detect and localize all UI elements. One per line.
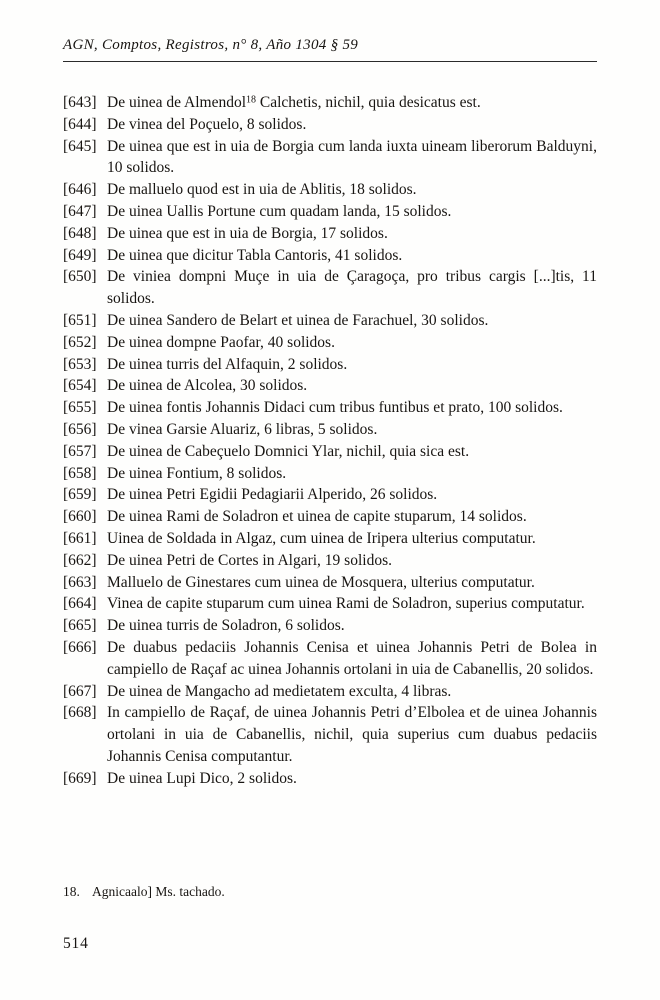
- entry-number: [646]: [63, 181, 97, 199]
- entry-number: [643]: [63, 94, 97, 111]
- entry-number: [669]: [63, 769, 97, 787]
- page-number: 514: [63, 935, 89, 952]
- entry-645: [63, 136, 597, 180]
- entry-number: [653]: [63, 355, 97, 373]
- entry-text: De uinea Petri de Cortes in Algari, 19 solidos.: [107, 551, 392, 569]
- entry-number: [663]: [63, 573, 97, 591]
- entry-666: [63, 637, 597, 681]
- entry-number: [644]: [63, 115, 97, 133]
- entry-658: [63, 463, 597, 485]
- entry-number: [665]: [63, 617, 97, 635]
- entry-text: De uinea Petri Egidii Pedagiarii Alperido, 26 solidos.: [107, 486, 438, 504]
- entry-number: [658]: [63, 464, 97, 482]
- entry-661: [63, 528, 597, 550]
- header-rule: [63, 61, 597, 62]
- entry-number: [667]: [63, 682, 97, 700]
- entry-657: [63, 441, 597, 463]
- entry-number: [662]: [63, 551, 97, 569]
- entry-665: [63, 615, 597, 637]
- entry-text: De uinea Lupi Dico, 2 solidos.: [107, 769, 297, 787]
- entry-number: [649]: [63, 246, 97, 264]
- entry-text: De uinea Uallis Portune cum quadam landa, 15 solidos.: [107, 202, 452, 220]
- entry-648: [63, 223, 597, 245]
- entry-number: [648]: [63, 224, 97, 242]
- entry-655: [63, 397, 597, 419]
- entry-number: [660]: [63, 508, 97, 526]
- entry-number: [651]: [63, 311, 97, 329]
- page-header: [63, 36, 597, 62]
- entry-text: Vinea de capite stuparum cum uinea Rami de Soladron, superius computatur.: [107, 595, 585, 613]
- footnote: [63, 883, 597, 900]
- entry-653: [63, 354, 597, 376]
- entry-text: De uinea de Mangacho ad medietatem exculta, 4 libras.: [107, 682, 452, 700]
- footnote-text: Agnicaalo] Ms. tachado.: [92, 884, 225, 899]
- entry-650: [63, 266, 597, 310]
- entry-number: [664]: [63, 595, 97, 613]
- entry-text: De vinea del Poçuelo, 8 solidos.: [107, 115, 307, 133]
- entry-text: De uinea turris de Soladron, 6 solidos.: [107, 617, 345, 635]
- entry-644: [63, 114, 597, 136]
- entry-643: [63, 92, 597, 114]
- entry-656: [63, 419, 597, 441]
- entry-654: [63, 375, 597, 397]
- entry-text: De vinea Garsie Aluariz, 6 libras, 5 solidos.: [107, 420, 378, 438]
- entry-text: Uinea de Soldada in Algaz, cum uinea de Iripera ulterius computatur.: [107, 529, 536, 547]
- entry-number: [655]: [63, 399, 97, 417]
- entry-text: De uinea Fontium, 8 solidos.: [107, 464, 287, 482]
- entry-647: [63, 201, 597, 223]
- entry-651: [63, 310, 597, 332]
- entry-667: [63, 681, 597, 703]
- running-header: AGN, Comptos, Registros, n° 8, Año 1304 § 59: [63, 37, 359, 53]
- entry-text: De viniea dompni Muçe in uia de Çaragoça, pro tribus cargis [...]tis, 11 solidos.: [107, 268, 597, 308]
- entry-number: [650]: [63, 268, 97, 286]
- entry-text: Malluelo de Ginestares cum uinea de Mosquera, ulterius computatur.: [107, 573, 535, 591]
- entry-text: De uinea que dicitur Tabla Cantoris, 41 solidos.: [107, 246, 403, 264]
- entry-text: De uinea que est in uia de Borgia cum landa iuxta uineam liberorum Balduyni, 10 solidos.: [107, 137, 597, 177]
- entry-664: [63, 593, 597, 615]
- entry-number: [645]: [63, 137, 97, 155]
- entry-660: [63, 506, 597, 528]
- entry-number: [656]: [63, 420, 97, 438]
- entry-text: De uinea que est in uia de Borgia, 17 solidos.: [107, 224, 388, 242]
- entry-668: [63, 702, 597, 767]
- entry-text: De uinea de Almendol$^{18}$ Calchetis, nichil, quia desicatus est.: [107, 94, 481, 111]
- entry-text: De duabus pedaciis Johannis Cenisa et uinea Johannis Petri de Bolea in campiello de Raçaf ac uinea Johannis ortolani in uia de Cabanellis, 20 solidos.: [107, 638, 597, 678]
- entry-text: In campiello de Raçaf, de uinea Johannis Petri d’Elbolea et de uinea Johannis ortolani in uia de Cabanellis, nichil, quia superius cum duabus pedaciis Johannis Cenisa computantur.: [107, 704, 597, 765]
- entry-text: De malluelo quod est in uia de Ablitis, 18 solidos.: [107, 181, 417, 199]
- entry-number: [647]: [63, 202, 97, 220]
- entry-text: De uinea turris del Alfaquin, 2 solidos.: [107, 355, 348, 373]
- entry-text: De uinea de Alcolea, 30 solidos.: [107, 377, 308, 395]
- entry-649: [63, 245, 597, 267]
- entry-number: [659]: [63, 486, 97, 504]
- entry-number: [666]: [63, 638, 97, 656]
- entry-652: [63, 332, 597, 354]
- entry-662: [63, 550, 597, 572]
- entry-text: De uinea dompne Paofar, 40 solidos.: [107, 333, 335, 351]
- entry-number: [657]: [63, 442, 97, 460]
- entry-number: [661]: [63, 529, 97, 547]
- entry-text: De uinea de Cabeçuelo Domnici Ylar, nichil, quia sica est.: [107, 442, 470, 460]
- entry-663: [63, 572, 597, 594]
- entry-text: De uinea fontis Johannis Didaci cum tribus funtibus et prato, 100 solidos.: [107, 399, 563, 417]
- footnote-marker: 18: [246, 94, 257, 106]
- entry-number: [668]: [63, 704, 97, 722]
- entry-list: [63, 92, 597, 790]
- entry-659: [63, 484, 597, 506]
- entry-text: De uinea Rami de Soladron et uinea de capite stuparum, 14 solidos.: [107, 508, 527, 526]
- entry-669: [63, 768, 597, 790]
- entry-646: [63, 179, 597, 201]
- entry-number: [654]: [63, 377, 97, 395]
- entry-number: [652]: [63, 333, 97, 351]
- footnote-number: 18.: [63, 884, 80, 899]
- entry-text: De uinea Sandero de Belart et uinea de Farachuel, 30 solidos.: [107, 311, 489, 329]
